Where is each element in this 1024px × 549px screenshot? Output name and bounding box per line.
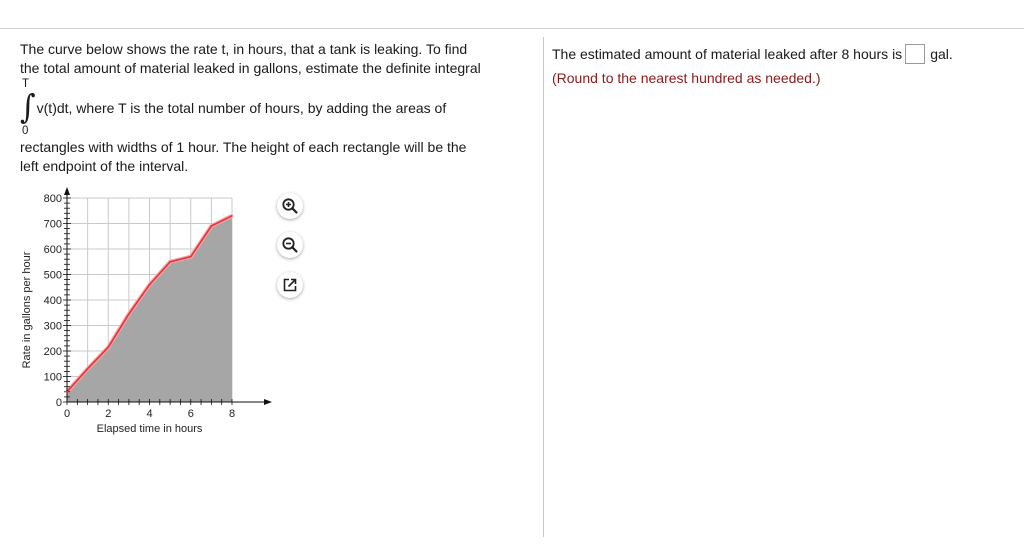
answer-panel (552, 44, 1012, 88)
y-tick-label: 600 (43, 244, 62, 256)
zoom-in-icon (281, 197, 299, 215)
y-tick-label: 700 (43, 218, 62, 231)
y-axis-arrow-icon (64, 187, 70, 195)
question-rect-line2: left endpoint of the interval. (20, 158, 189, 174)
data-point (210, 225, 212, 227)
x-tick-label: 4 (146, 408, 153, 420)
y-axis-label: Rate in gallons per hour (21, 251, 33, 369)
y-tick-label: 500 (43, 269, 62, 282)
answer-unit: gal. (930, 45, 953, 62)
x-tick-label: 0 (63, 408, 71, 420)
answer-line (552, 44, 1012, 64)
rounding-hint: (Round to the nearest hundred as needed.) (552, 70, 821, 86)
integral-upper-limit: T (22, 78, 30, 90)
data-point (169, 261, 171, 263)
y-tick-label: 400 (43, 295, 62, 307)
question-intro-line1: The curve below shows the rate t, in hours, that a tank is leaking. To find (20, 41, 468, 57)
data-point (107, 346, 109, 348)
zoom-out-icon (281, 236, 299, 254)
y-tick-label: 100 (43, 371, 62, 384)
top-border (0, 28, 1024, 29)
zoom-in-button[interactable] (277, 193, 303, 219)
integral-expression (20, 88, 535, 127)
x-tick-label: 8 (228, 408, 236, 420)
x-tick-label: 2 (105, 408, 112, 420)
data-point (87, 368, 89, 370)
x-axis-arrow-icon (264, 399, 272, 405)
integrand-text: v(t)dt, where T is the total number of hours, by adding the areas of (36, 99, 447, 116)
x-axis-label: Elapsed time in hours (96, 423, 203, 435)
question-panel (20, 40, 535, 176)
integral-sign-icon: ∫ (20, 88, 36, 127)
y-tick-label: 800 (43, 193, 62, 205)
y-tick-label: 200 (43, 346, 62, 358)
open-external-icon (281, 276, 299, 294)
panel-divider (543, 37, 544, 537)
x-tick-label: 6 (187, 408, 194, 420)
y-tick-label: 300 (43, 320, 62, 333)
data-point (190, 256, 192, 258)
zoom-out-button[interactable] (277, 232, 303, 258)
y-tick-label: 0 (55, 397, 62, 409)
data-point (149, 284, 151, 286)
open-external-button[interactable] (277, 272, 303, 298)
data-point (66, 391, 68, 393)
question-intro-line2: the total amount of material leaked in gallons, estimate the definite integral (20, 60, 481, 76)
leak-rate-chart (16, 186, 336, 446)
question-rect-line1: rectangles with widths of 1 hour. The height of each rectangle will be the (20, 139, 467, 155)
graph-panel (16, 186, 336, 451)
answer-input[interactable] (905, 44, 925, 64)
data-point (128, 313, 130, 315)
integral-lower-limit: 0 (22, 125, 29, 137)
data-point (231, 215, 233, 217)
answer-prompt: The estimated amount of material leaked after 8 hours is (552, 45, 903, 62)
